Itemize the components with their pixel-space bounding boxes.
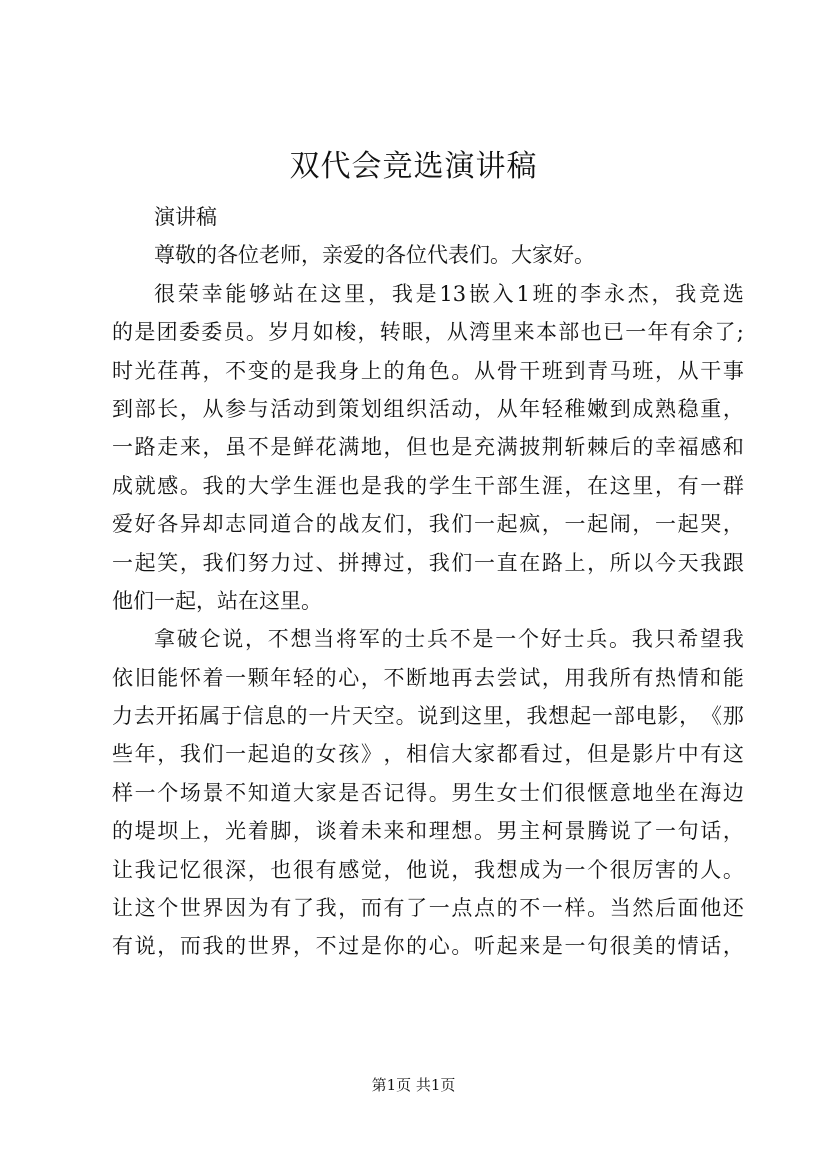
page-footer: 第1页 共1页 [371,1076,456,1094]
text-line: 的 是 团 委 委 员 。 岁 月 如 梭 ， 转 眼 ， 从 湾 里 来 本 部 也 已 一 年 有 余 了 ; [112,320,744,345]
document-title: 双代会竞选演讲稿 [289,149,538,184]
text-line: 一 路 走 来 ， 虽 不 是 鲜 花 满 地 ， 但 也 是 充 满 披 荆 斩 棘 后 的 幸 福 感 和 [112,435,744,460]
document-body [112,198,744,966]
text-line: 拿 破 仑 说 ， 不 想 当 将 军 的 士 兵 不 是 一 个 好 士 兵 。 我 只 希 望 我 [154,627,744,652]
text-line: 到 部 长 ， 从 参 与 活 动 到 策 划 组 织 活 动 ， 从 年 轻 稚 嫩 到 成 熟 稳 重 ， [112,396,744,421]
text-line: 有 说 ， 而 我 的 世 界 ， 不 过 是 你 的 心 。 听 起 来 是 一 句 很 美 的 情 话 ， [112,934,744,959]
text-line: 尊敬的各位老师，亲爱的各位代表们。大家好。 [154,243,595,268]
text-line: 依 旧 能 怀 着 一 颗 年 轻 的 心 ， 不 断 地 再 去 尝 试 ， 用 我 所 有 热 情 和 能 [112,665,744,690]
text-line: 成 就 感 。 我 的 大 学 生 涯 也 是 我 的 学 生 干 部 生 涯 ， 在 这 里 ， 有 一 群 [112,473,744,498]
text-line: 很 荣 幸 能 够 站 在 这 里 ， 我 是 13 嵌 入 1 班 的 李 永 杰 ， 我 竞 选 [154,281,744,306]
text-line: 时 光 荏 苒 ， 不 变 的 是 我 身 上 的 角 色 。 从 骨 干 班 到 青 马 班 ， 从 干 事 [112,358,744,383]
text-line: 爱 好 各 异 却 志 同 道 合 的 战 友 们 ， 我 们 一 起 疯 ， 一 起 闹 ， 一 起 哭 ， [112,512,744,537]
text-line: 一 起 笑 ， 我 们 努 力 过 、 拼 搏 过 ， 我 们 一 直 在 路 上 ， 所 以 今 天 我 跟 [112,550,744,575]
text-line: 力 去 开 拓 属 于 信 息 的 一 片 天 空 。 说 到 这 里 ， 我 想 起 一 部 电 影 ， 《 那 [112,704,744,729]
text-line: 他们一起，站在这里。 [112,588,322,613]
text-line: 样 一 个 场 景 不 知 道 大 家 是 否 记 得 。 男 生 女 士 们 很 惬 意 地 坐 在 海 边 [112,780,744,805]
text-line: 些 年 ， 我 们 一 起 追 的 女 孩 》 ， 相 信 大 家 都 看 过 ， 但 是 影 片 中 有 这 [112,742,744,767]
text-line: 的 堤 坝 上 ， 光 着 脚 ， 谈 着 未 来 和 理 想 。 男 主 柯 景 腾 说 了 一 句 话 ， [112,819,744,844]
text-line: 让 这 个 世 界 因 为 有 了 我 ， 而 有 了 一 点 点 的 不 一 样 。 当 然 后 面 他 还 [112,896,744,921]
text-line: 让 我 记 忆 很 深 ， 也 很 有 感 觉 ， 他 说 ， 我 想 成 为 一 个 很 厉 害 的 人 。 [112,857,744,882]
text-line: 演讲稿 [154,205,217,229]
